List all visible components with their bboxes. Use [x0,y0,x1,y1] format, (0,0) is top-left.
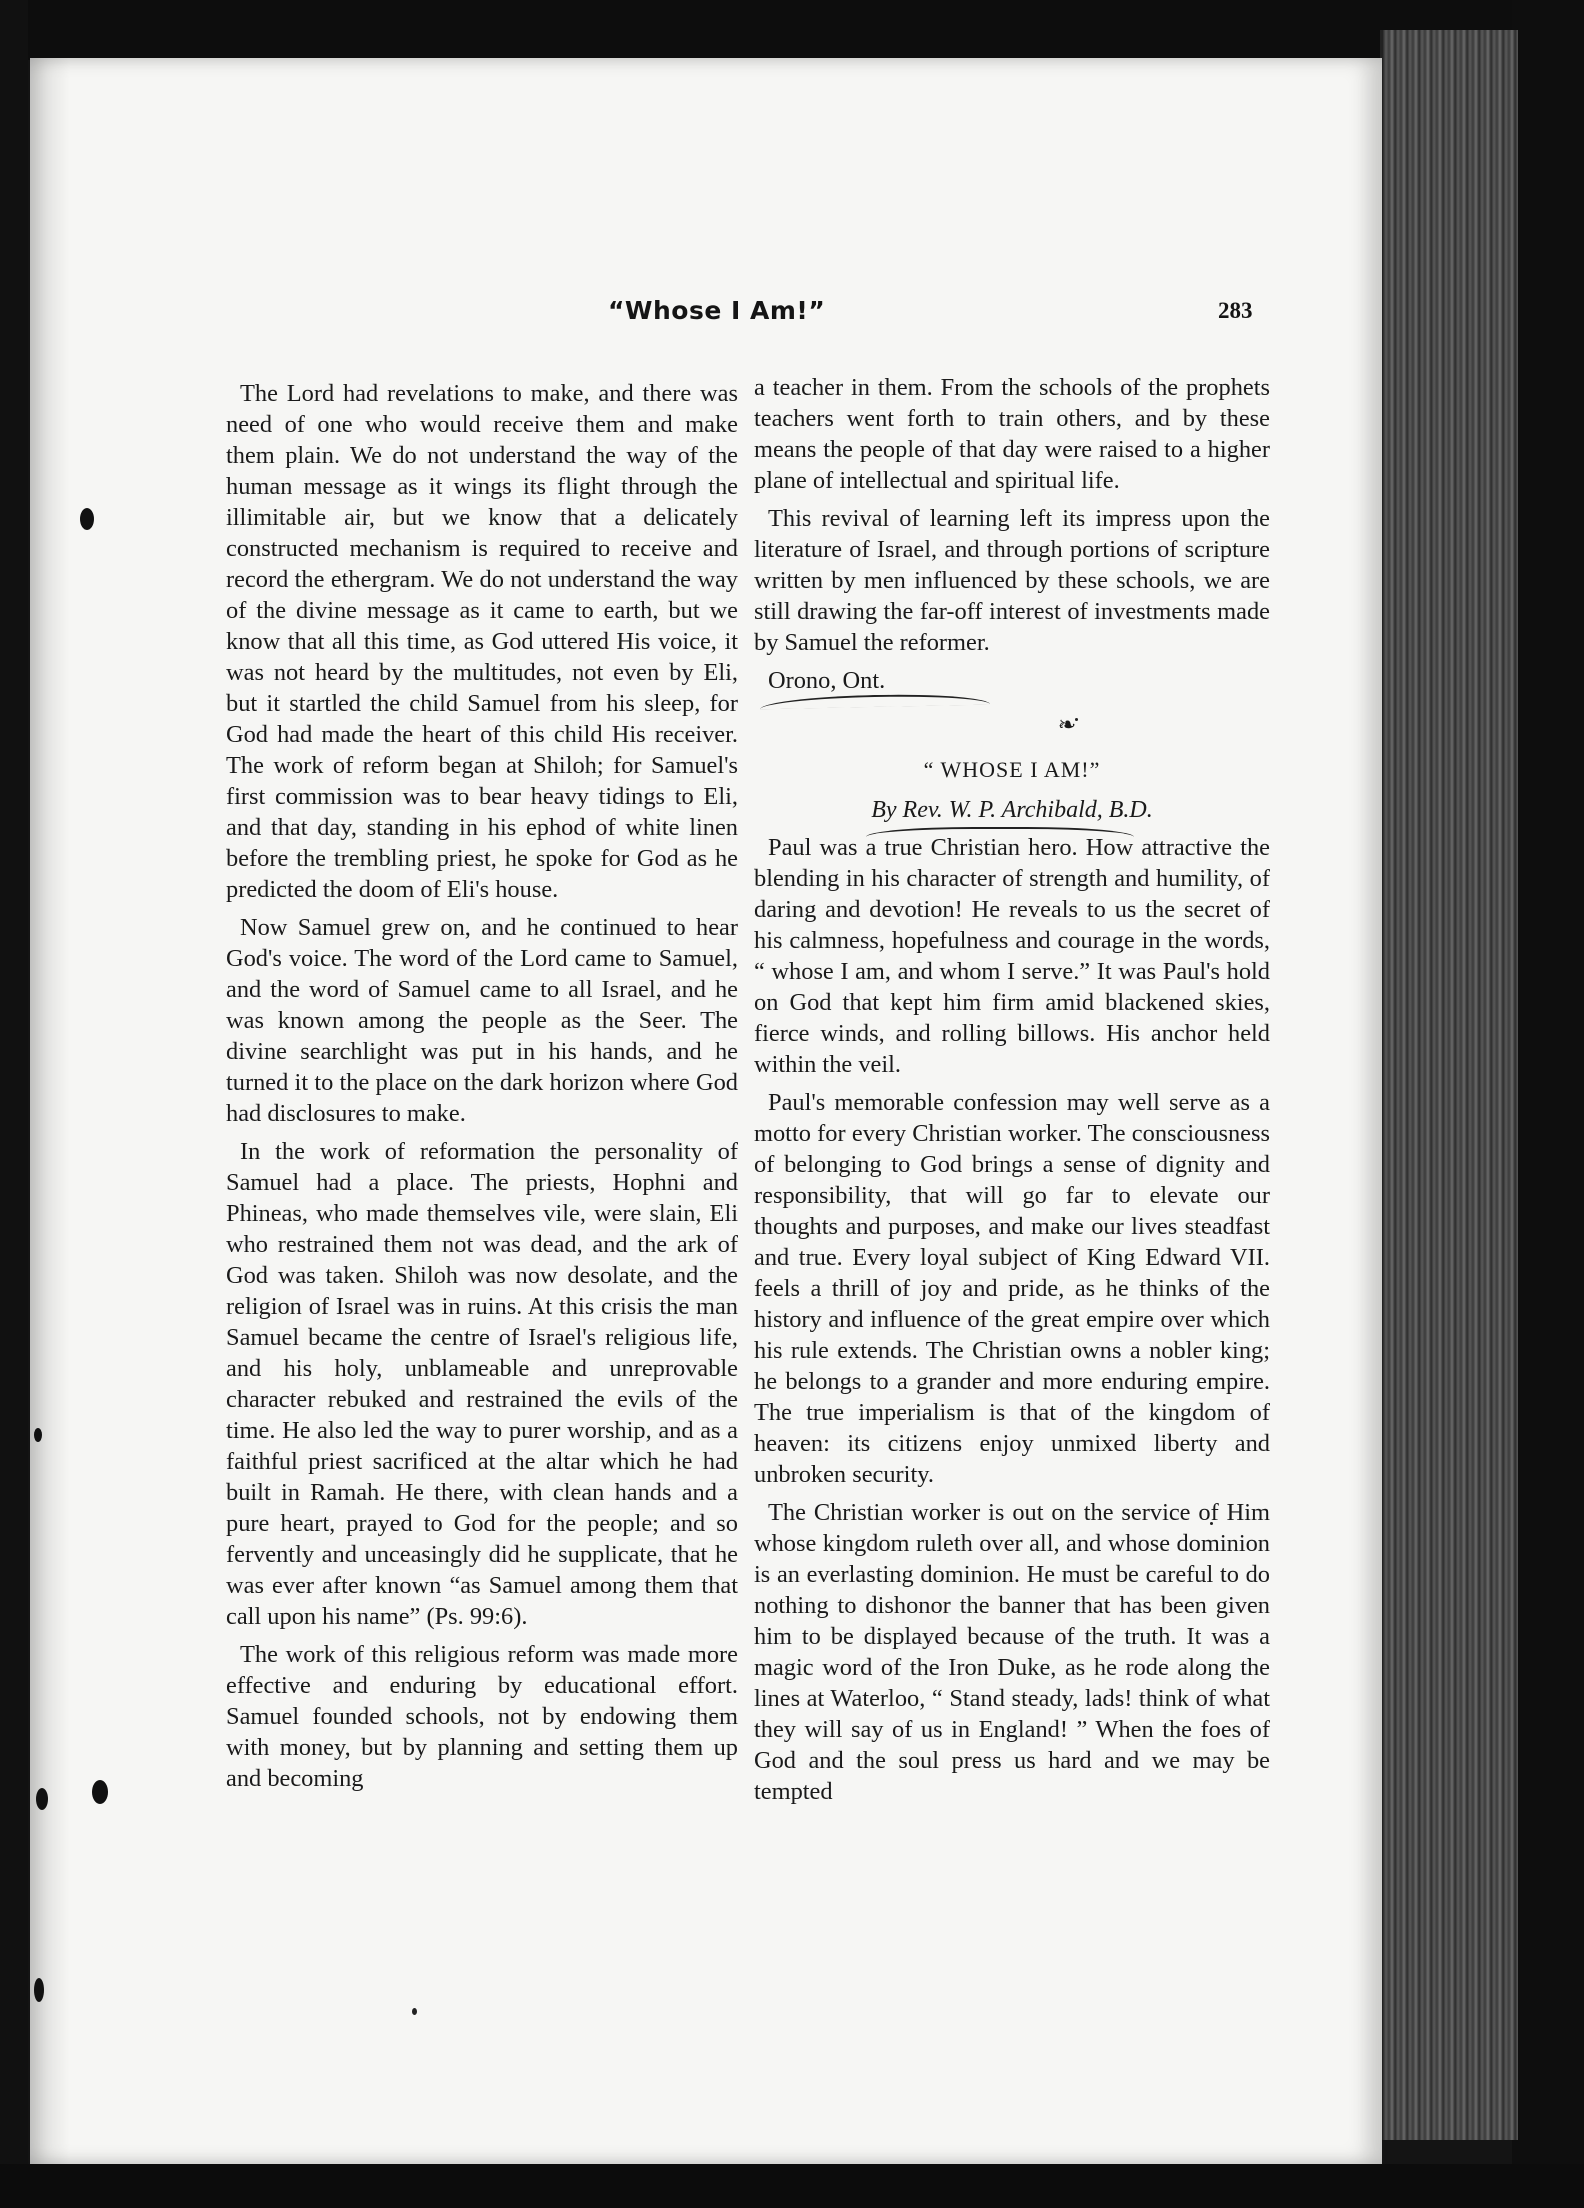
section-ornament: ❧ [1057,712,1077,737]
page-number: 283 [1218,298,1253,323]
scanner-background-left [0,0,28,2208]
left-column [226,378,738,1801]
binding-hole [34,1978,44,2002]
scanner-background-bottom [0,2164,1584,2208]
byline-text: By Rev. W. P. Archibald, B.D. [871,797,1153,823]
dateline [768,665,1270,699]
binding-hole [92,1780,108,1804]
paragraph: Paul was a true Christian hero. How attractive the blending in his character of strength and humility, of daring and devotion! He reveals to us the secret of his calmness, hopefulness and courage in the words, “ whose I am, and whom I serve.” It was Paul's hold on God that kept him firm amid blackened skies, fierce winds, and rolling billows. His anchor held within the veil. [754,834,1270,1078]
book-page-edges [1380,30,1518,2140]
continued-paragraph: a teacher in them. From the schools of the prophets teachers went forth to train others, and by these means the people of that day were raised to a higher plane of intellectual and spiritual life. [754,374,1270,494]
article-title: “ WHOSE I AM!” [923,757,1101,782]
binding-hole [80,508,94,530]
page-gutter-shadow [30,58,70,2164]
paragraph: The work of this religious reform was made more effective and enduring by educational effort. Samuel founded schools, not by endowing them with money, but by planning and setting them up and becoming [226,1641,738,1792]
scanner-background-top [0,0,1584,60]
pen-underline [760,693,990,710]
binding-hole [36,1788,48,1810]
byline [754,795,1270,826]
paragraph: In the work of reformation the personality of Samuel had a place. The priests, Hophni and Phineas, who made themselves vile, were slain, Eli who restrained them not was dead, and the ark of God was taken. Shiloh was now desolate, and the religion of Israel was in ruins. At this crisis the man Samuel became the centre of Israel's religious life, and his holy, unblameable and unreprovable character rebuked and restrained the evils of the time. He also led the way to purer worship, and as a faithful priest sacrificed at the altar which he had built in Ramah. He there, with clean hands and a pure heart, prayed to God for the people; and so fervently and unceasingly did he supplicate, that he was ever after known “as Samuel among them that call upon his name” (Ps. 99:6). [226,1138,738,1630]
paragraph: The Lord had revelations to make, and there was need of one who would receive them and make them plain. We do not understand the way of the human message as it wings its flight through the illimitable air, but we know that a delicately constructed mechanism is required to receive and record the ethergram. We do not understand the way of the divine message as it came to earth, but we know that all this time, as God uttered His voice, it was not heard by the multitudes, not even by Eli, but it startled the child Samuel from his sleep, for God had made the heart of this child His receiver. The work of reform began at Shiloh; for Samuel's first commission was to bear heavy tidings to Eli, and that day, standing in his ephod of white linen before the trembling priest, he spoke for God as he predicted the doom of Eli's house. [226,380,738,903]
dateline-text: Orono, Ont. [768,667,886,694]
paragraph: The Christian worker is out on the service of Him whose kingdom ruleth over all, and whose dominion is an everlasting dominion. He must be careful to do nothing to dishonor the banner that has been given him to be displayed because of the truth. It was a magic word of the Iron Duke, as he rode along the lines at Waterloo, “ Stand steady, lads! think of what they will say of us in England! ” When the foes of God and the soul press us hard and we may be tempted [754,1499,1270,1805]
speck [412,2008,417,2015]
paragraph: This revival of learning left its impress upon the literature of Israel, and through portions of scripture written by men influenced by these schools, we are still drawing the far-off interest of investments made by Samuel the reformer. [754,505,1270,656]
binding-hole [34,1428,42,1442]
right-column [754,372,1270,1814]
paragraph: Now Samuel grew on, and he continued to hear God's voice. The word of the Lord came to Samuel, and the word of Samuel came to all Israel, and he was known among the people as the Seer. The divine searchlight was put in his hands, and he turned it to the place on the dark horizon where God had disclosures to make. [226,914,738,1127]
book-page [30,58,1382,2164]
running-title: “Whose I Am!” [608,296,826,325]
pen-underline [866,827,1134,837]
paragraph: Paul's memorable confession may well serve as a motto for every Christian worker. The consciousness of belonging to God brings a sense of dignity and responsibility, that will go far to elevate our thoughts and purposes, and make our lives steadfast and true. Every loyal subject of King Edward VII. feels a thrill of joy and pride, as he thinks of the history and influence of the great empire over which his rule extends. The Christian owns a nobler king; he belongs to a grander and more enduring empire. The true imperialism is that of the kingdom of heaven: its citizens enjoy unmixed liberty and unbroken security. [754,1089,1270,1488]
scanner-background-right [1512,0,1584,2208]
